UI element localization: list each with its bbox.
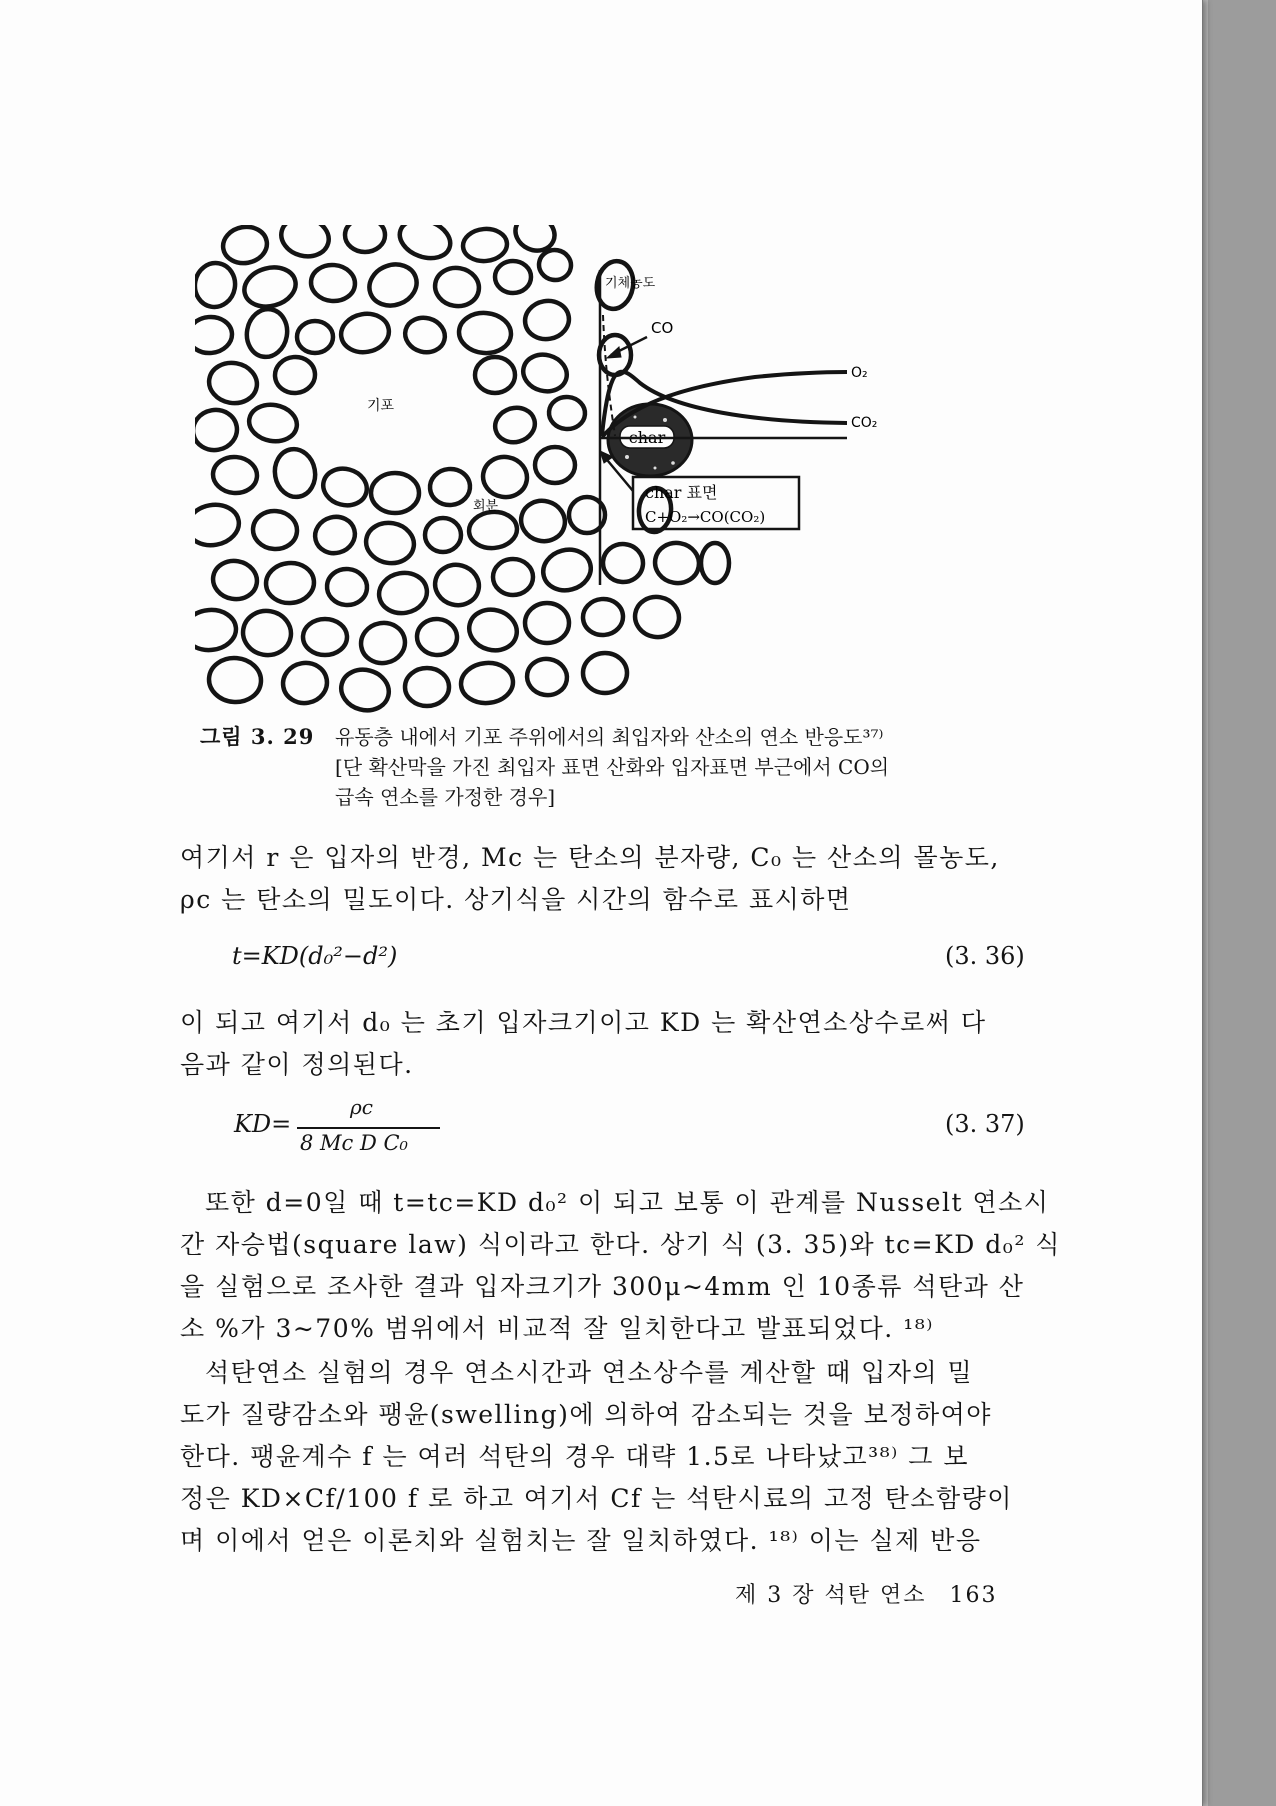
bed-particle xyxy=(652,539,702,586)
bed-particle xyxy=(195,406,240,453)
bed-particle xyxy=(311,512,359,557)
bed-particle xyxy=(462,227,509,263)
bed-particle xyxy=(319,464,371,510)
co-label: CO xyxy=(651,319,674,337)
bed-particle xyxy=(432,264,482,309)
bed-particle xyxy=(363,519,417,567)
page-footer xyxy=(735,1578,997,1609)
text-line: 며 이에서 얻은 이론치와 실험치는 잘 일치하였다. ¹⁸⁾ 이는 실제 반응 xyxy=(180,1526,982,1555)
pore-label: 기포 xyxy=(367,398,395,414)
bed-particle xyxy=(345,225,385,252)
equation-3-36: t=KD(d₀²−d²) xyxy=(232,942,398,970)
gas-concentration-label: 기체농도 xyxy=(605,276,656,291)
fraction-bar xyxy=(297,1127,440,1129)
bed-particle xyxy=(280,659,330,706)
bed-particle xyxy=(337,664,394,715)
bed-particle xyxy=(524,656,570,698)
text-line: 석탄연소 실험의 경우 연소시간과 연소상수를 계산할 때 입자의 밀 xyxy=(205,1358,974,1387)
bed-particle xyxy=(195,260,239,310)
bed-particle xyxy=(582,597,625,636)
text-line: 정은 KD×Cf/100 f 로 하고 여기서 Cf 는 석탄시료의 고정 탄소함량이 xyxy=(180,1484,1013,1513)
bed-particle xyxy=(264,561,315,605)
bed-particle xyxy=(394,225,455,265)
bed-particle xyxy=(480,453,530,500)
bed-particle xyxy=(364,258,423,312)
bed-particle xyxy=(277,225,333,262)
book-side-edge xyxy=(1200,0,1276,1806)
bed-particle xyxy=(240,607,295,659)
bed-particle xyxy=(457,311,512,355)
bed-particle xyxy=(431,560,484,610)
ash-label: 회분 xyxy=(473,499,499,514)
bed-particle xyxy=(338,310,392,356)
bed-particle xyxy=(297,321,333,353)
bed-particle xyxy=(274,355,317,394)
co2-label: CO₂ xyxy=(851,415,878,431)
bed-particle xyxy=(195,608,238,652)
text-line: 이 되고 여기서 d₀ 는 초기 입자크기이고 KD 는 확산연소상수로써 다 xyxy=(180,1008,987,1037)
equation-number: (3. 37) xyxy=(945,1110,1025,1138)
bed-particle xyxy=(475,357,515,393)
equation-number: (3. 36) xyxy=(945,942,1025,970)
char-surface-reaction: C+O₂→CO(CO₂) xyxy=(645,508,766,526)
text-line: 또한 d=0일 때 t=tc=KD d₀² 이 되고 보통 이 관계를 Nusselt 연소시 xyxy=(205,1188,1050,1217)
bed-particle xyxy=(465,604,522,655)
text-line: 소 %가 3∼70% 범위에서 비교적 잘 일치한다고 발표되었다. ¹⁸⁾ xyxy=(180,1314,934,1343)
bed-particle xyxy=(195,315,233,355)
bed-particle xyxy=(212,455,259,495)
bed-particle xyxy=(195,501,242,549)
bed-particle xyxy=(495,261,531,293)
bed-particle xyxy=(310,263,357,303)
bed-particle xyxy=(459,661,514,705)
bed-particle xyxy=(517,496,570,546)
bed-particle xyxy=(539,544,596,595)
equation-3-37-lhs: KD= xyxy=(234,1110,292,1138)
text-line: 한다. 팽윤계수 f 는 여러 석탄의 경우 대략 1.5로 나타났고³⁸⁾ 그 보 xyxy=(180,1442,970,1471)
bed-particle xyxy=(537,247,574,282)
bed-particle xyxy=(425,518,461,552)
bed-particle xyxy=(371,473,419,513)
bed-particle xyxy=(468,510,519,550)
chapter-title: 제 3 장 석탄 연소 xyxy=(735,1583,927,1608)
bed-particle xyxy=(491,403,538,446)
bed-particle xyxy=(519,350,571,396)
figure-number: 그림 3. 29 xyxy=(200,724,315,749)
bed-particle xyxy=(416,617,459,656)
char-label: char xyxy=(628,428,666,447)
bed-particle xyxy=(525,603,569,643)
text-line: 을 실험으로 조사한 결과 입자크기가 300μ∼4mm 인 10종류 석탄과 산 xyxy=(180,1272,1025,1301)
bed-particle xyxy=(246,401,300,445)
bed-particle xyxy=(243,306,291,360)
bed-particle xyxy=(240,262,300,312)
bed-particle xyxy=(535,447,575,483)
text-line: 여기서 r 은 입자의 반경, Mc 는 탄소의 분자량, C₀ 는 산소의 몰농도, xyxy=(180,843,1000,872)
bed-particle xyxy=(493,559,533,595)
caption-line: 급속 연소를 가정한 경우] xyxy=(335,785,556,809)
fluidized-bed-diagram xyxy=(195,225,1045,725)
bed-particle xyxy=(326,567,369,606)
bed-particle xyxy=(401,313,448,356)
figure-3-29 xyxy=(195,225,1045,725)
char-surface-label: char 표면 xyxy=(645,483,718,502)
bed-particle xyxy=(271,446,319,500)
bed-particle xyxy=(405,668,449,706)
text-line: 간 자승법(square law) 식이라고 한다. 상기 식 (3. 35)와 tc=KD d₀² 식 xyxy=(180,1230,1061,1259)
bed-particle xyxy=(207,656,263,704)
bed-particle xyxy=(251,509,298,551)
bed-particle xyxy=(522,297,572,342)
bed-particle xyxy=(601,542,644,583)
bed-particle xyxy=(206,359,260,407)
page-number: 163 xyxy=(949,1583,998,1608)
equation-3-37-numerator: ρc xyxy=(350,1095,373,1119)
bed-particle xyxy=(358,619,408,666)
caption-line: 유동층 내에서 기포 주위에서의 최입자와 산소의 연소 반응도³⁷⁾ xyxy=(335,725,884,749)
bed-particle xyxy=(376,569,430,617)
bed-particle xyxy=(220,225,270,267)
equation-3-37-denominator: 8 Mc D C₀ xyxy=(300,1131,408,1155)
bed-particle xyxy=(210,557,260,602)
o2-label: O₂ xyxy=(851,365,868,381)
caption-line: [단 확산막을 가진 최입자 표면 산화와 입자표면 부근에서 CO의 xyxy=(335,755,890,779)
bed-particle xyxy=(548,395,587,430)
text-line: 도가 질량감소와 팽윤(swelling)에 의하여 감소되는 것을 보정하여야 xyxy=(180,1400,992,1429)
bed-particle xyxy=(583,653,627,693)
text-line: ρc 는 탄소의 밀도이다. 상기식을 시간의 함수로 표시하면 xyxy=(180,885,852,914)
bed-particle xyxy=(632,593,682,640)
bed-particle xyxy=(701,543,729,583)
char-particle xyxy=(608,404,692,476)
text-line: 음과 같이 정의된다. xyxy=(180,1050,414,1079)
bed-particle xyxy=(429,467,472,506)
bed-particle xyxy=(303,619,347,655)
